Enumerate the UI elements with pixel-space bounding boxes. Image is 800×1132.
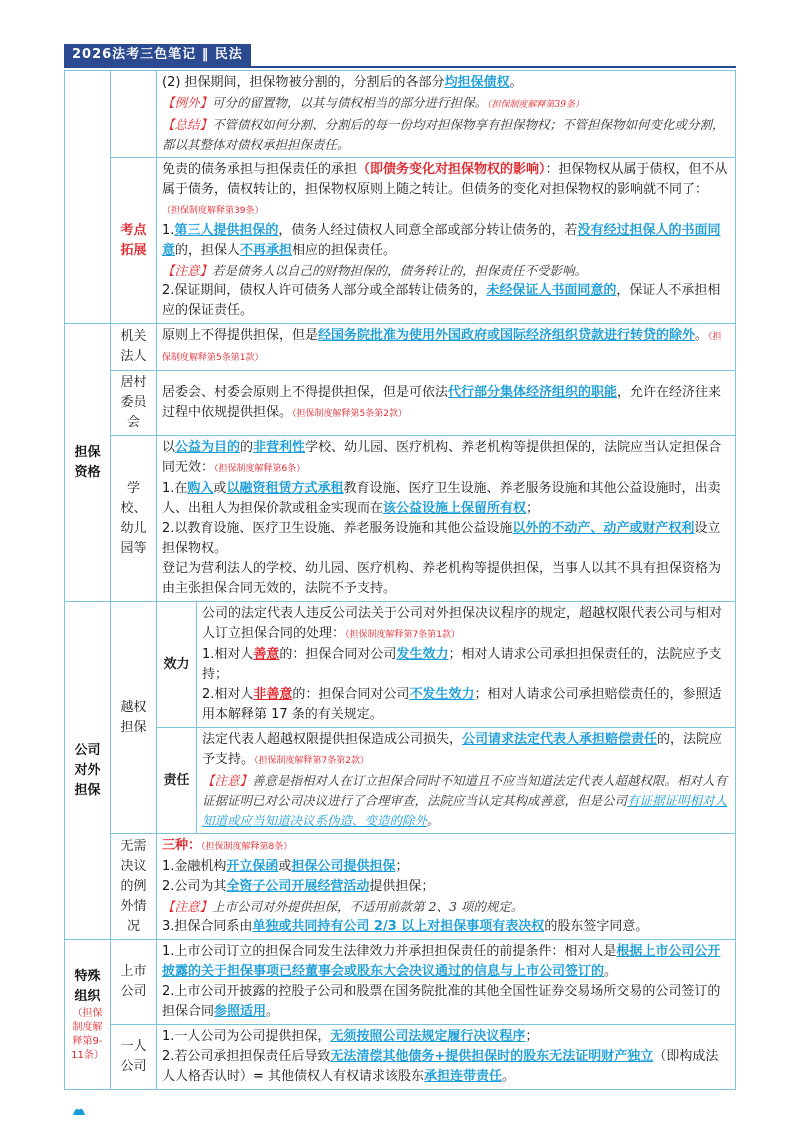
text: 善意是指相对人在订立担保合同时不知道且不应当知道法定代表人超越权限。相对人有证据证明已对公司决议进行了合理审查，法院应当认定其构成善意，但是公司: [202, 773, 728, 808]
highlight: 开立保函: [226, 859, 279, 874]
text: 3.担保合同系由: [162, 919, 253, 934]
table-row: [65, 436, 736, 602]
highlight: 承担连带责任: [424, 1069, 503, 1084]
text: 2.若公司承担担保责任后导致: [162, 1049, 331, 1064]
highlight: 不再承担: [240, 243, 293, 258]
text: 法定代表人超越权限提供担保造成公司损失，: [202, 732, 463, 747]
note-tag: 【注意】: [162, 899, 213, 914]
highlight: 购入: [187, 481, 214, 496]
logo-icon: [72, 1104, 86, 1116]
content-cell: [157, 71, 736, 158]
text: 2.公司为其: [162, 879, 227, 894]
text: 1.相对人: [202, 647, 254, 662]
text: 2.上市公司开披露的控股子公司和股票在国务院批准的其他全国性证券交易场所交易的公司签订的担保合同: [162, 984, 721, 1019]
highlight: 无须按照公司法规定履行决议程序: [330, 1029, 526, 1044]
highlight: 非营利性: [253, 440, 306, 455]
text: 。: [427, 813, 440, 828]
text: 公司的法定代表人违反公司法关于公司对外担保决议程序的规定，超越权限代表公司与相对人订立担保合同的处理：: [202, 606, 723, 641]
text: 原则上不得提供担保，但是: [162, 328, 319, 343]
notes-table: [64, 70, 736, 1090]
text: 1.: [162, 223, 175, 238]
subsection-label: 学校、幼儿园等: [111, 436, 157, 602]
text: 学校、幼儿园、医疗机构、养老机构等提供担保的，法院应当认定担保合同无效：: [162, 440, 722, 475]
note-tag: 【注意】: [162, 263, 213, 278]
text: 2.以教育设施、医疗卫生设施、养老服务设施和其他公益设施: [162, 521, 513, 536]
table-row: [65, 834, 736, 940]
text: 。: [695, 328, 709, 343]
text: 免责的债务承担与担保责任的承担: [162, 162, 358, 177]
text: ，债务人经过债权人同意全部或部分转让债务的，若: [278, 223, 578, 238]
text: 2.保证期间，债权人许可债务人部分或全部转让债务的，: [162, 283, 487, 298]
highlight: 不发生效力: [409, 687, 475, 702]
kaodian-label: 考点拓展: [111, 158, 157, 324]
text: 设立担保物权。: [162, 521, 721, 556]
highlight: 该公益设施上保留所有权: [383, 501, 527, 516]
highlight: 没有经过担保人的书面同意: [162, 223, 721, 258]
text: 的股东签字同意。: [544, 919, 649, 934]
highlight: 全资子公司开展经营活动: [226, 879, 370, 894]
highlight: 公益为目的: [175, 440, 241, 455]
reference: （担保制度解释第7条第2款）: [254, 756, 369, 766]
subsection-label: 上市公司: [111, 940, 157, 1025]
text: 教育设施、医疗卫生设施、养老服务设施和其他公益设施时，出卖人、出租人为担保价款或租金实现而在: [162, 481, 721, 516]
text: 。: [502, 1069, 516, 1084]
text: 登记为营利法人的学校、幼儿园、医疗机构、养老机构等提供担保，当事人以其不具有担保资格为由主张担保合同无效的，法院不予支持。: [162, 561, 722, 596]
text: ；相对人请求公司承担赔偿责任的，参照适用本解释第 17 条的有关规定。: [202, 687, 722, 722]
text: 的：担保合同对公司: [292, 687, 410, 702]
text: 1.在: [162, 481, 188, 496]
text: ，允许在经济往来过程中依规提供担保。: [162, 384, 722, 420]
highlight: 代行部分集体经济组织的职能: [448, 384, 618, 400]
reference: （担保制度解释第6条）: [214, 464, 306, 474]
text: 1.金融机构: [162, 859, 227, 874]
reference: （担保制度解释第39条）: [487, 100, 584, 110]
content-cell: [157, 324, 736, 371]
text: 若是债务人以自己的财物担保的，债务转让的，担保责任不受影响。: [212, 263, 588, 278]
content-cell: [157, 834, 736, 940]
text: 或: [278, 859, 292, 874]
reference: （担保制度解释第8条）: [201, 842, 293, 852]
text: 。: [604, 964, 618, 979]
header-divider: [64, 66, 736, 68]
text: 的: [240, 440, 254, 455]
text: 或: [213, 481, 227, 496]
highlight: 参照适用: [214, 1004, 267, 1019]
empty-cell: [111, 71, 157, 158]
summary-tag: 【总结】: [162, 117, 213, 132]
subsubsection-label: 责任: [157, 728, 197, 834]
text: ；: [395, 859, 409, 874]
page-header-title: 2026法考三色笔记 ‖ 民法: [64, 44, 251, 66]
section-label: 特殊组织: [74, 968, 101, 1004]
table-row: [65, 602, 736, 728]
section-label: 公司对外担保: [65, 602, 111, 940]
highlight: 担保公司提供担保: [291, 859, 396, 874]
highlight: 无法清偿其他债务+提供担保时的股东无法证明财产独立: [330, 1049, 654, 1064]
highlight: 公司请求法定代表人承担赔偿责任: [462, 732, 658, 747]
text: 提供担保；: [369, 879, 435, 894]
content-cell: [157, 1025, 736, 1090]
highlight: 均担保债权: [444, 75, 510, 90]
text: 2.相对人: [202, 687, 254, 702]
text: 上市公司对外提供担保，不适用前款第 2、3 项的规定。: [212, 899, 524, 914]
table-row: [65, 728, 736, 834]
subsection-label: 居村委员会: [111, 371, 157, 436]
text: 。: [509, 75, 523, 90]
section-label-cell: [65, 940, 111, 1090]
section-label: 担保资格: [65, 324, 111, 602]
text: 居委会、村委会原则上不得提供担保，但是可依法: [162, 384, 449, 400]
subsection-label: 机关法人: [111, 324, 157, 371]
table-row: [65, 324, 736, 371]
table-row: [65, 158, 736, 324]
highlight: 非善意: [253, 687, 293, 702]
highlight: 单独或共同持有公司 2/3 以上对担保事项有表决权: [252, 919, 545, 934]
highlight: 根据上市公司公开披露的关于担保事项已经董事会或股东大会决议通过的信息与上市公司签订的: [162, 944, 721, 979]
content-cell: [197, 728, 736, 834]
text: 1.一人公司为公司提供担保，: [162, 1029, 331, 1044]
empty-cell: [65, 71, 111, 324]
text: ；: [526, 501, 540, 516]
text: （即构成法人人格否认时）= 其他债权人有权请求该股东: [162, 1049, 719, 1084]
reference: （担保制度解释第5条第2款）: [292, 408, 407, 419]
content-cell: [197, 602, 736, 728]
text: 。: [266, 1004, 280, 1019]
highlight: （即债务变化对担保物权的影响）: [357, 162, 546, 177]
subsection-label: 越权担保: [111, 602, 157, 834]
text: 相应的担保责任。: [292, 243, 397, 258]
text: 的，法院应予支持。: [202, 732, 723, 767]
highlight: 有证据证明相对人知道或应当知道决议系伪造、变造的除外: [202, 793, 728, 828]
highlight: 善意: [253, 647, 280, 662]
text: ：担保物权从属于债权，但不从属于债务，债权转让的，担保物权原则上随之转让。但债务的变化对担保物权的影响就不同了：: [162, 162, 728, 197]
highlight: 以外的不动产、动产或财产权利: [512, 521, 695, 536]
text: 1.上市公司订立的担保合同发生法律效力并承担担保责任的前提条件：相对人是: [162, 944, 617, 959]
note-tag: 【注意】: [202, 773, 253, 788]
highlight: 经国务院批准为使用外国政府或国际经济组织贷款进行转贷的除外: [318, 328, 696, 343]
table-row: [65, 1025, 736, 1090]
table-row: [65, 940, 736, 1025]
text: ；: [525, 1029, 539, 1044]
subsubsection-label: 效力: [157, 602, 197, 728]
table-row: [65, 71, 736, 158]
reference: （担保制度解释第7条第1款）: [345, 630, 460, 640]
reference: （担保制度解释第39条）: [162, 206, 264, 216]
content-cell: [157, 436, 736, 602]
text: 的，担保人: [175, 243, 241, 258]
reference: （担保制度解释第9-11条）: [71, 1007, 104, 1061]
table-row: [65, 371, 736, 436]
text: 以: [162, 440, 176, 455]
highlight: 第三人提供担保的: [174, 223, 279, 238]
text: (2) 担保期间，担保物被分割的，分割后的各部分: [162, 75, 445, 90]
highlight: 三种：: [162, 838, 202, 853]
text: ；相对人请求公司承担担保责任的，法院应予支持；: [202, 647, 722, 682]
content-cell: [157, 940, 736, 1025]
content-cell: [157, 371, 736, 436]
subsection-label: 无需决议的例外情况: [111, 834, 157, 940]
text: 可分的留置物，以其与债权相当的部分进行担保。: [212, 95, 488, 110]
highlight: 未经保证人书面同意的: [486, 283, 617, 298]
exception-tag: 【例外】: [162, 95, 213, 110]
text: 不管债权如何分割、分割后的每一份均对担保物享有担保物权；不管担保物如何变化或分割，都以其整体对债权承担担保责任。: [162, 117, 725, 152]
content-cell: [157, 158, 736, 324]
highlight: 以融资租赁方式承租: [226, 481, 344, 496]
highlight: 发生效力: [396, 647, 449, 662]
reference: （担保制度解释第5条第1款）: [162, 332, 722, 363]
text: ，保证人不承担相应的保证责任。: [162, 283, 721, 318]
subsection-label: 一人公司: [111, 1025, 157, 1090]
text: 的：担保合同对公司: [279, 647, 397, 662]
